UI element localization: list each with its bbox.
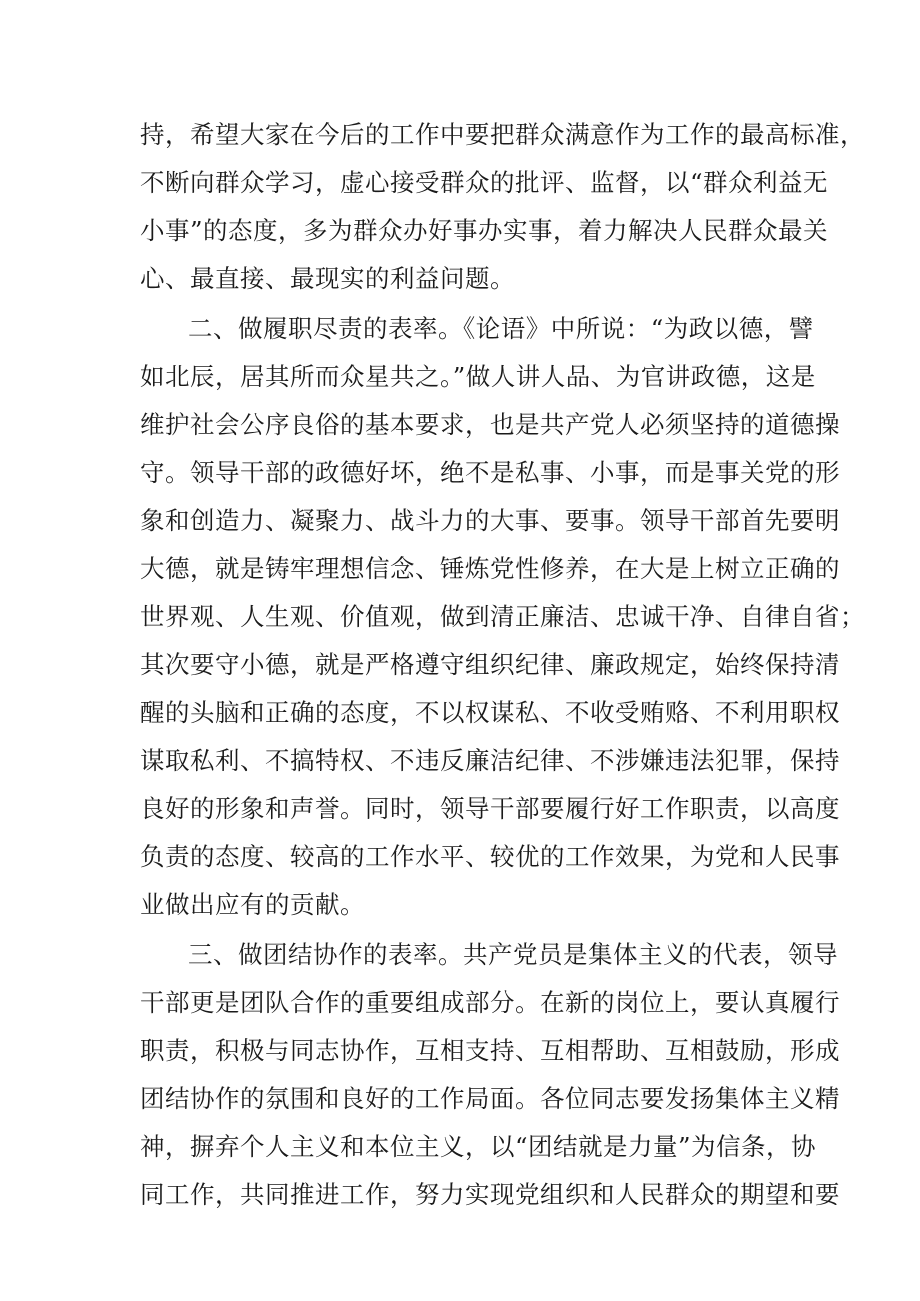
text-line: 同工作，共同推进工作，努力实现党组织和人民群众的期望和要 xyxy=(140,1180,840,1209)
text-line: 谋取私利、不搞特权、不违反廉洁纪律、不涉嫌违法犯罪，保持 xyxy=(140,746,840,775)
text-line: 世界观、人生观、价值观，做到清正廉洁、忠诚干净、自律自省； xyxy=(140,602,865,631)
text-line: 醒的头脑和正确的态度，不以权谋私、不收受贿赂、不利用职权 xyxy=(140,698,840,727)
text-line: 良好的形象和声誉。同时，领导干部要履行好工作职责，以高度 xyxy=(140,794,840,823)
text-line: 其次要守小德，就是严格遵守组织纪律、廉政规定，始终保持清 xyxy=(140,650,840,679)
text-line: 职责，积极与同志协作，互相支持、互相帮助、互相鼓励，形成 xyxy=(140,1036,840,1065)
text-line: 干部更是团队合作的重要组成部分。在新的岗位上，要认真履行 xyxy=(140,988,840,1017)
text-line: 负责的态度、较高的工作水平、较优的工作效果，为党和人民事 xyxy=(140,842,840,871)
text-line: 心、最直接、最现实的利益问题。 xyxy=(140,264,515,293)
text-line: 不断向群众学习，虚心接受群众的批评、监督，以“群众利益无 xyxy=(140,168,829,197)
text-line: 守。领导干部的政德好坏，绝不是私事、小事，而是事关党的形 xyxy=(140,458,840,487)
text-line: 神，摒弃个人主义和本位主义，以“团结就是力量”为信条，协 xyxy=(140,1132,817,1161)
text-line: 业做出应有的贡献。 xyxy=(140,890,365,919)
text-line: 维护社会公序良俗的基本要求，也是共产党人必须坚持的道德操 xyxy=(140,410,840,439)
text-line: 小事”的态度，多为群众办好事办实事，着力解决人民群众最关 xyxy=(140,216,829,245)
text-line: 象和创造力、凝聚力、战斗力的大事、要事。领导干部首先要明 xyxy=(140,506,840,535)
text-line: 持，希望大家在今后的工作中要把群众满意作为工作的最高标准， xyxy=(140,120,865,149)
text-line: 如北辰，居其所而众星共之。”做人讲人品、为官讲政德，这是 xyxy=(140,362,816,391)
text-line: 大德，就是铸牢理想信念、锤炼党性修养，在大是上树立正确的 xyxy=(140,554,840,583)
section-heading-line: 三、做团结协作的表率。共产党员是集体主义的代表，领导 xyxy=(188,940,838,969)
text-line: 团结协作的氛围和良好的工作局面。各位同志要发扬集体主义精 xyxy=(140,1084,840,1113)
section-heading-line: 二、做履职尽责的表率。《论语》中所说：“为政以德，譬 xyxy=(188,314,814,343)
